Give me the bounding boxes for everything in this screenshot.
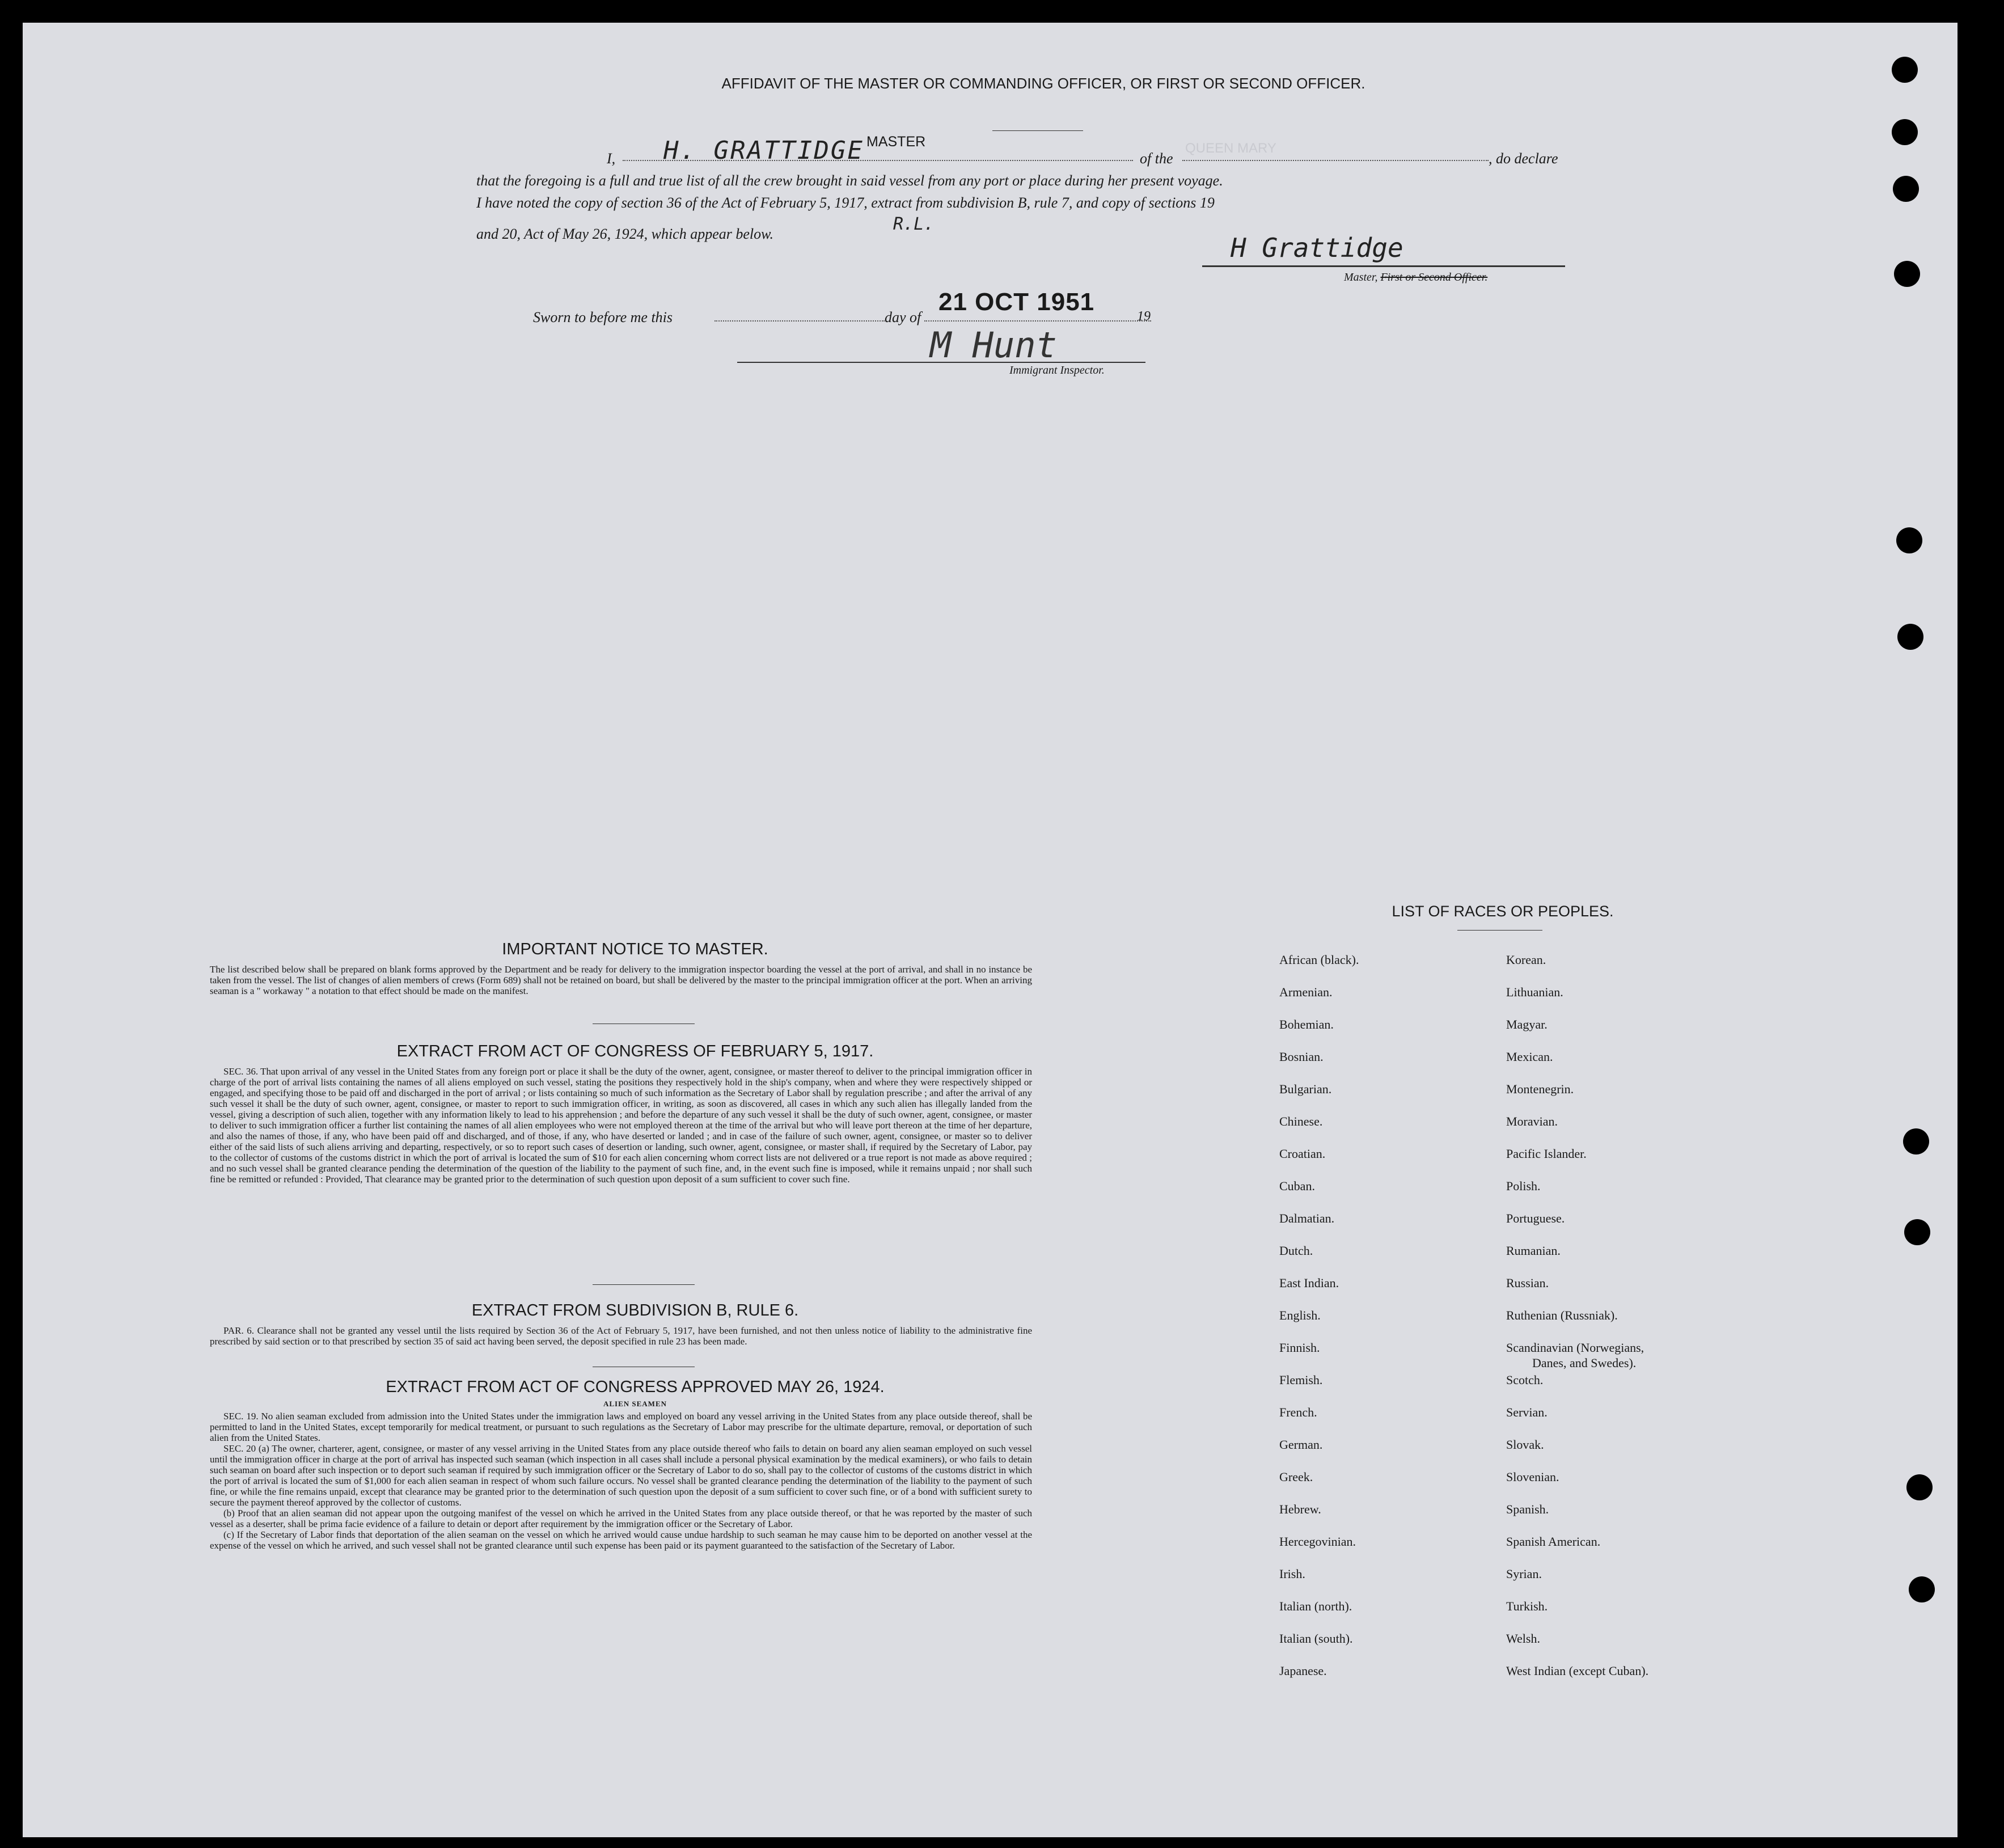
punch-hole [1897,624,1923,650]
race-item: Scotch. [1506,1373,1544,1387]
races-left-column [1279,953,1495,1696]
race-item: English. [1279,1308,1321,1322]
race-item: Servian. [1506,1405,1548,1419]
race-item: German. [1279,1437,1323,1452]
race-item: African (black). [1279,953,1359,967]
race-item: Turkish. [1506,1599,1548,1613]
race-item: Armenian. [1279,985,1333,999]
punch-hole [1906,1474,1933,1500]
section-19-text: SEC. 19. No alien seaman excluded from admission into the United States under the immigration laws and employed on board any vessel arriving in the United States from any place outside thereof, shall be permitted to land in the United States, except temporarily for medical treatment, or pursuant to such regulations as the Secretary of Labor may prescribe for the ultimate departure, removal, or deportation of such alien from the United States. [210,1411,1032,1443]
race-item: Montenegrin. [1506,1082,1574,1096]
punch-hole [1909,1576,1935,1602]
alien-seamen-subtitle: ALIEN SEAMEN [603,1399,667,1408]
races-right-column [1506,953,1756,1696]
race-item: Slovenian. [1506,1470,1559,1484]
race-item: Flemish. [1279,1373,1323,1387]
race-item: Slovak. [1506,1437,1544,1452]
race-item: Russian. [1506,1276,1549,1290]
race-item: Korean. [1506,953,1546,967]
race-item: Bohemian. [1279,1017,1334,1031]
race-item: Spanish. [1506,1502,1549,1516]
signer-title-struck: First or Second Officer. [1380,271,1488,284]
race-item: French. [1279,1405,1317,1419]
race-item: Scandinavian (Norwegians, [1506,1340,1644,1355]
race-item: Finnish. [1279,1340,1320,1355]
ship-name: QUEEN MARY [1185,141,1276,156]
rank-typed: MASTER [866,134,926,150]
punch-hole [1904,1219,1930,1245]
race-item: Spanish American. [1506,1534,1601,1549]
race-item: Portuguese. [1506,1211,1565,1225]
section-36-text: SEC. 36. That upon arrival of any vessel in the United States from any foreign port or place it shall be the duty of the owner, agent, consignee, or master thereof to deliver to the principal immigration officer in charge of the port of arrival lists containing the names of all aliens employed on such vessel, stating the positions they respectively hold in the ship's company, when and where they were respectively shipped or engaged, and specifying those to be paid off and discharged in the port of arrival ; or lists containing so much of such information as the Secretary of Labor shall by regulation prescribe ; and after the arrival of any such vessel it shall be the duty of such owner, agent, consignee, or master to report to such immigration officer, in writing, as soon as discovered, all cases in which any such alien has illegally landed from the vessel, giving a description of such alien, together with any information likely to lead to his apprehension ; and before the departure of any such vessel it shall be the duty of such owner, agent, consignee, or master to deliver to such immigration officer a further list containing the names of all alien employees who were not employed thereon at the time of the arrival but who will leave port thereon at the time of her departure, and also the names of those, if any, who have been paid off and discharged, and of those, if any, who have deserted or landed ; and in case of the failure of such owner, agent, consignee, or master so to deliver either of the said lists of such aliens arriving and departing, respectively, or so to report such cases of desertion or landing, such owner, agent, consignee, or master shall, if required by the Secretary of Labor, pay to the collector of customs of the customs district in which the port of arrival is located the sum of $10 for each alien concerning whom correct lists are not delivered or a true report is not made as above required ; and no such vessel shall be granted clearance pending the determination of the question of the liability to the payment of such fine, and, in the event such fine is imposed, while it remains unpaid ; nor shall such fine be remitted or refunded : Provided, That clearance may be granted prior to the determination of such question upon deposit of a sum sufficient to cover such fine. [210,1066,1032,1185]
year-prefix: 19 [1137,309,1151,324]
extract-1924-text [210,1411,1032,1551]
race-item: Cuban. [1279,1179,1315,1193]
punch-hole [1892,57,1918,83]
race-item: Japanese. [1279,1664,1327,1678]
affidavit-line-2: that the foregoing is a full and true list of all the crew brought in said vessel from any port or place during her present voyage. [476,172,1223,189]
notice-text: The list described below shall be prepared on blank forms approved by the Department and be ready for delivery to the immigration inspector boarding the vessel at the port of arrival, and shall in no instance be taken from the vessel. The list of changes of alien members of crews (Form 689) shall not be retained on board, but shall be delivered by the master to the principal immigration officer at the port. When an arriving seaman is a " workaway " a notation to that effect should be made on the manifest. [210,964,1032,996]
ship-line [1182,160,1489,161]
race-item: Rumanian. [1506,1244,1561,1258]
section-20b-text: (b) Proof that an alien seaman did not appear upon the outgoing manifest of the vessel on which he arrived in the United States from any place outside thereof, or that he was reported by the master of such vessel as a deserter, shall be prima facie evidence of a failure to detain or deport after requirement by the immigration officer or the Secretary of Labor. [210,1508,1032,1529]
sworn-date-line [924,320,1151,322]
race-item: East Indian. [1279,1276,1339,1290]
subdivision-text [210,1325,1032,1347]
subdivision-title: EXTRACT FROM SUBDIVISION B, RULE 6. [471,1301,799,1320]
heading-underline [992,130,1083,131]
race-item: Polish. [1506,1179,1541,1193]
race-item: Dutch. [1279,1244,1313,1258]
affidavit-i-label: I, [607,150,616,167]
punch-hole [1894,261,1920,287]
race-item: Italian (north). [1279,1599,1352,1613]
race-item: Hebrew. [1279,1502,1321,1516]
race-item: Magyar. [1506,1017,1548,1031]
affidavit-heading: AFFIDAVIT OF THE MASTER OR COMMANDING OFFICER, OR FIRST OR SECOND OFFICER. [721,75,1365,92]
do-declare-label: , do declare [1489,150,1558,167]
handwritten-initials: R.L. [893,214,935,234]
master-signature: H Grattidge [1231,232,1403,263]
race-item: Moravian. [1506,1114,1558,1128]
race-item: Hercegovinian. [1279,1534,1356,1549]
date-stamp: 21 OCT 1951 [938,288,1095,316]
extract-1917-text [210,1066,1032,1185]
race-item: Italian (south). [1279,1631,1353,1646]
punch-hole [1903,1128,1929,1155]
signer-title-master: Master, [1344,271,1378,284]
form-page [23,23,1958,1837]
signature-line [1202,265,1565,267]
races-title-underline [1457,930,1542,931]
inspector-title: Immigrant Inspector. [1009,364,1105,377]
affidavit-line-3: I have noted the copy of section 36 of the Act of February 5, 1917, extract from subdivision B, rule 7, and copy of sections 19 [476,194,1215,211]
signer-title [1344,271,1487,284]
of-the-label: of the [1140,150,1173,167]
race-item: Ruthenian (Russniak). [1506,1308,1618,1322]
race-item: Syrian. [1506,1567,1542,1581]
divider [593,1284,695,1285]
race-item: Bulgarian. [1279,1082,1332,1096]
master-name: H. GRATTIDGE [663,136,864,165]
sworn-label: Sworn to before me this [533,309,673,325]
notice-title: IMPORTANT NOTICE TO MASTER. [502,940,768,958]
extract-1917-title: EXTRACT FROM ACT OF CONGRESS OF FEBRUARY 5, 1917. [396,1042,874,1060]
race-item: Greek. [1279,1470,1313,1484]
race-item: Chinese. [1279,1114,1323,1128]
race-item: Bosnian. [1279,1050,1324,1064]
punch-hole [1892,119,1918,145]
race-item: Irish. [1279,1567,1305,1581]
section-20c-text: (c) If the Secretary of Labor finds that deportation of the alien seaman on the vessel on which he arrived would cause undue hardship to such seaman he may cause him to be deported on another vessel at the expense of the vessel on which he arrived, and such vessel shall not be granted clearance until such expense has been paid or its payment guaranteed to the satisfaction of the Secretary of Labor. [210,1529,1032,1551]
extract-1924-title: EXTRACT FROM ACT OF CONGRESS APPROVED MAY 26, 1924. [386,1378,885,1396]
day-of-label: day of [885,309,921,325]
inspector-signature: M Hunt [930,324,1057,366]
par-6-text: PAR. 6. Clearance shall not be granted any vessel until the lists required by Section 36 of the Act of February 5, 1917, have been furnished, and not then unless notice of liability to the administrative fine prescribed by said section or to that prescribed by section 35 of said act having been served, the deposit specified in rule 23 has been made. [210,1325,1032,1347]
race-item: West Indian (except Cuban). [1506,1664,1649,1678]
sworn-day-line [714,320,885,322]
races-title: LIST OF RACES OR PEOPLES. [1392,903,1614,920]
section-20a-text: SEC. 20 (a) The owner, charterer, agent, consignee, or master of any vessel arriving in the United States from any place outside thereof who fails to detain on board any alien seaman employed on such vessel until the immigration officer in charge at the port of arrival has inspected such seaman (which inspection in all cases shall include a personal physical examination by the medical examiners), or who fails to detain such seaman on board after such inspection or to deport such seaman if required by such immigration officer or the Secretary of Labor to do so, shall pay to the collector of customs of the customs district in which the port of arrival is located the sum of $1,000 for each alien seaman in respect of whom such failure occurs. No vessel shall be granted clearance pending the determination of the liability to the payment of such fine, or while the fine remains unpaid, except that clearance may be granted prior to the determination of such question upon the deposit of a sum sufficient to cover such fine, or of a bond with sufficient surety to secure the payment thereof approved by the collector of customs. [210,1443,1032,1508]
race-item: Welsh. [1506,1631,1540,1646]
race-item: Danes, and Swedes). [1532,1356,1637,1370]
race-item: Lithuanian. [1506,985,1563,999]
race-item: Pacific Islander. [1506,1147,1587,1161]
race-item: Croatian. [1279,1147,1326,1161]
affidavit-line-4: and 20, Act of May 26, 1924, which appear below. [476,226,774,242]
race-item: Mexican. [1506,1050,1553,1064]
punch-hole [1896,527,1922,553]
race-item: Dalmatian. [1279,1211,1335,1225]
punch-hole [1893,176,1919,202]
